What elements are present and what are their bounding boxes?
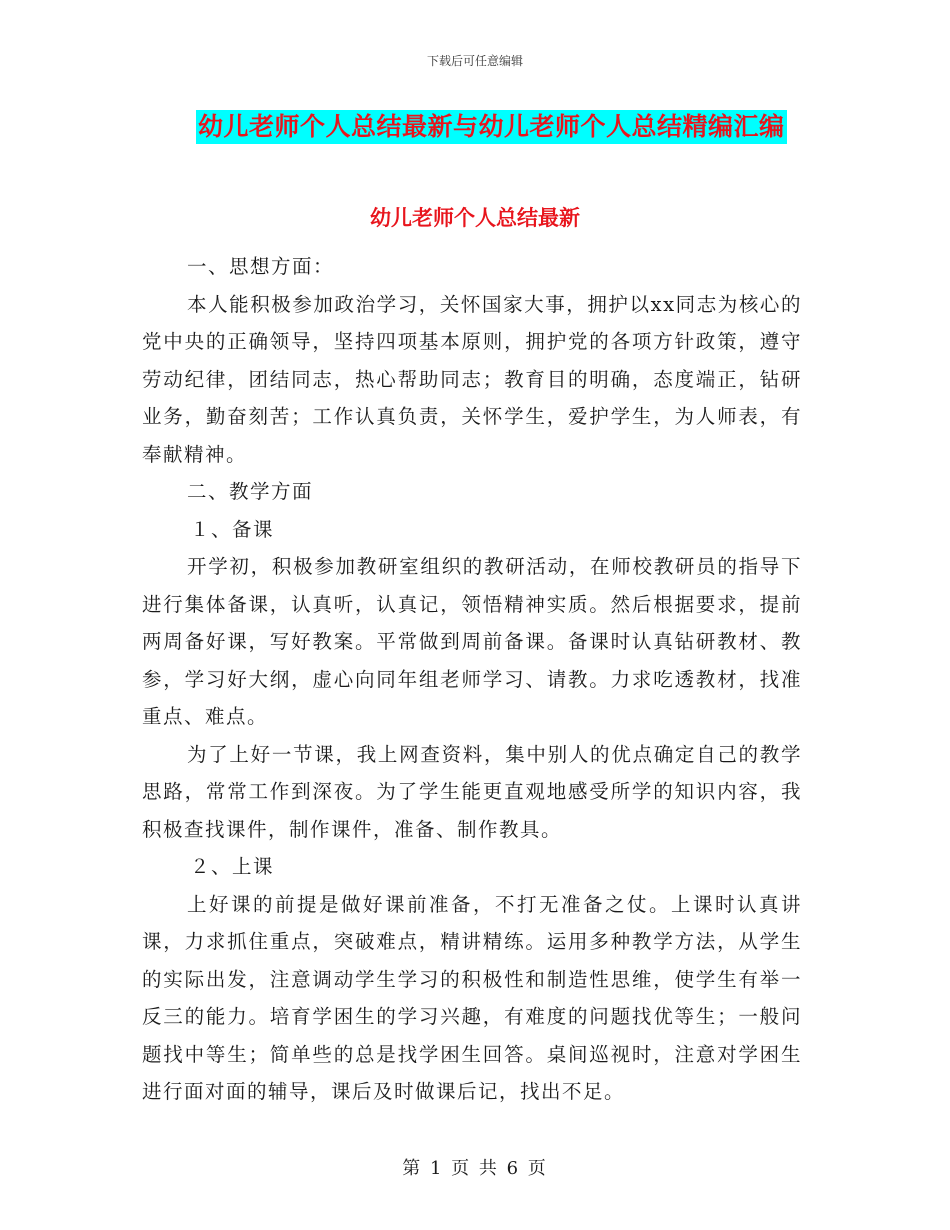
heading-teaching: 二、教学方面 bbox=[187, 480, 314, 503]
main-title: 幼儿老师个人总结最新与幼儿老师个人总结精编汇编 bbox=[196, 110, 787, 144]
subheading-class: ２、上课 bbox=[190, 855, 275, 878]
paragraph-lesson-prep-2: 为了上好一节课，我上网查资料，集中别人的优点确定自己的教学思路，常常工作到深夜。为了学生能更直观地感受所学的知识内容，我积极查找课件，制作课件，准备、制作教具。 bbox=[142, 742, 802, 841]
paragraph-class: 上好课的前提是做好课前准备，不打无准备之仗。上课时认真讲课，力求抓住重点，突破难点，精讲精练。运用多种教学方法，从学生的实际出发，注意调动学生学习的积极性和制造性思维，使学生有举一反三的能力。培育学困生的学习兴趣，有难度的问题找优等生；一般问题找中等生；简单些的总是找学困生回答。桌间巡视时，注意对学困生进行面对面的辅导，课后及时做课后记，找出不足。 bbox=[142, 892, 802, 1103]
paragraph-thought: 本人能积极参加政治学习，关怀国家大事，拥护以xx同志为核心的党中央的正确领导，坚持四项基本原则，拥护党的各项方针政策，遵守劳动纪律，团结同志，热心帮助同志；教育目的明确，态度端正，钻研业务，勤奋刻苦；工作认真负责，关怀学生，爱护学生，为人师表，有奉献精神。 bbox=[142, 292, 802, 466]
document-body bbox=[142, 248, 802, 1111]
main-title-wrap bbox=[196, 110, 787, 144]
page-footer: 第 1 页 共 6 页 bbox=[402, 1158, 548, 1179]
heading-thought: 一、思想方面： bbox=[187, 255, 335, 278]
header-note: 下载后可任意编辑 bbox=[426, 54, 523, 68]
section-title: 幼儿老师个人总结最新 bbox=[370, 205, 580, 230]
paragraph-lesson-prep: 开学初，积极参加教研室组织的教研活动，在师校教研员的指导下进行集体备课，认真听，认真记，领悟精神实质。然后根据要求，提前两周备好课，写好教案。平常做到周前备课。备课时认真钻研教材、教参，学习好大纲，虚心向同年组老师学习、请教。力求吃透教材，找准重点、难点。 bbox=[142, 555, 802, 728]
subheading-lesson-prep: １、备课 bbox=[190, 517, 275, 541]
